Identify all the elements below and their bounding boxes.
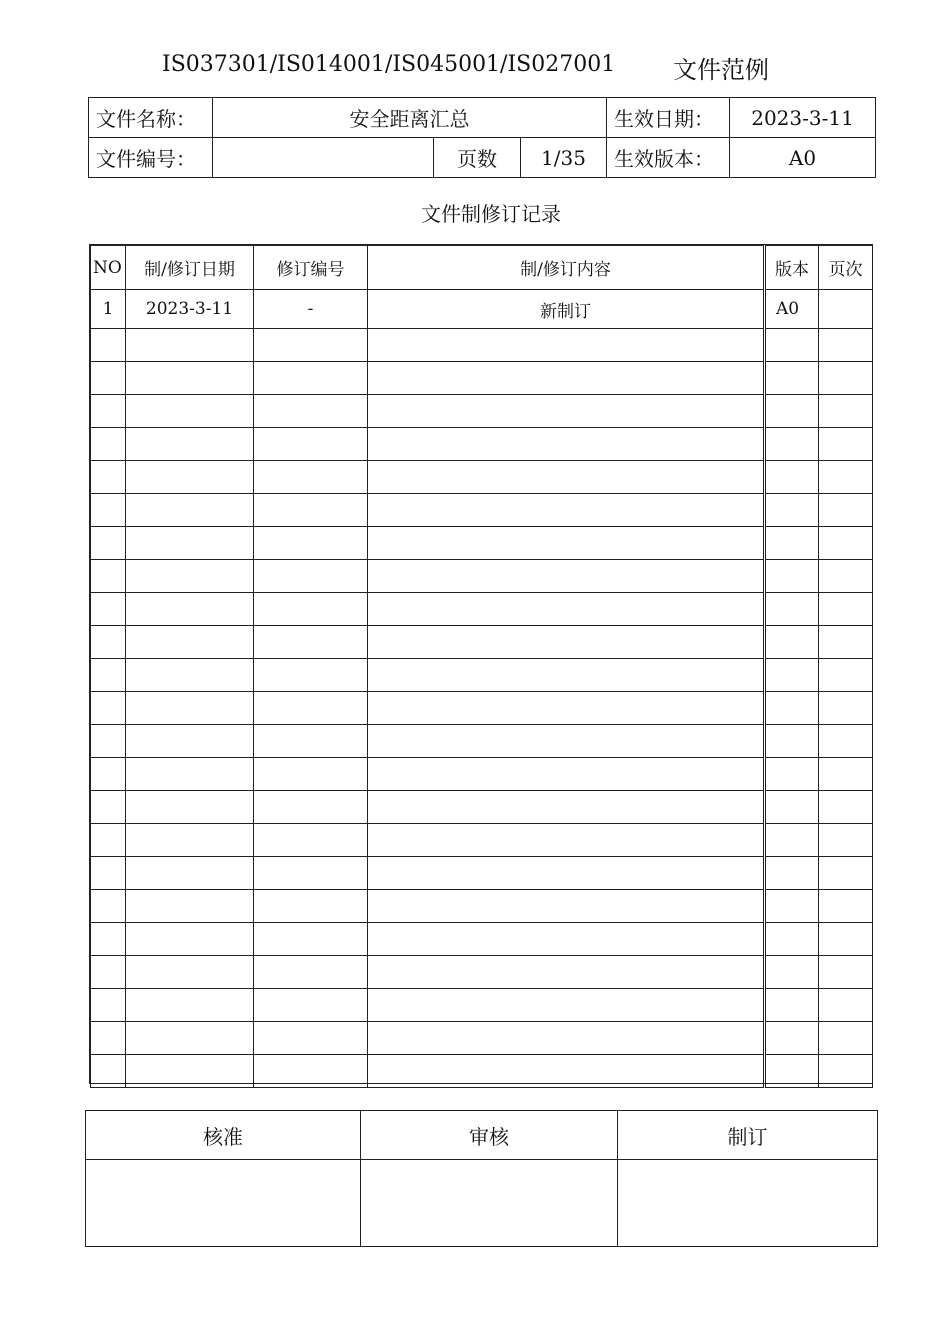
cell-page xyxy=(819,362,873,395)
cell-no xyxy=(91,692,126,725)
revision-record-table xyxy=(90,245,873,1088)
cell-revision-number xyxy=(254,890,368,923)
cell-date xyxy=(126,362,254,395)
cell-no xyxy=(91,791,126,824)
table-row xyxy=(91,857,873,890)
cell-date xyxy=(126,626,254,659)
cell-version xyxy=(765,824,819,857)
cell-content xyxy=(368,461,765,494)
cell-date xyxy=(126,989,254,1022)
cell-version xyxy=(765,461,819,494)
column-header-page: 页次 xyxy=(819,246,873,290)
cell-version xyxy=(765,923,819,956)
column-header-revision-number: 修订编号 xyxy=(254,246,368,290)
cell-date xyxy=(126,1055,254,1088)
effective-version-label: 生效版本： xyxy=(607,138,730,178)
cell-date xyxy=(126,560,254,593)
table-row xyxy=(91,758,873,791)
cell-page xyxy=(819,290,873,329)
standards-title: IS037301/IS014001/IS045001/IS027001 xyxy=(162,52,616,77)
cell-version xyxy=(765,362,819,395)
cell-version xyxy=(765,395,819,428)
prepare-signature-cell xyxy=(618,1160,878,1247)
table-row xyxy=(91,923,873,956)
table-row xyxy=(91,527,873,560)
revision-record-frame xyxy=(89,244,873,1084)
cell-revision-number xyxy=(254,857,368,890)
cell-content xyxy=(368,527,765,560)
cell-no xyxy=(91,626,126,659)
cell-page xyxy=(819,857,873,890)
pages-value: 1/35 xyxy=(521,138,607,178)
cell-no xyxy=(91,428,126,461)
cell-revision-number xyxy=(254,362,368,395)
cell-no xyxy=(91,329,126,362)
table-row xyxy=(91,989,873,1022)
cell-date xyxy=(126,395,254,428)
cell-content xyxy=(368,758,765,791)
cell-no xyxy=(91,857,126,890)
cell-revision-number xyxy=(254,329,368,362)
cell-version xyxy=(765,725,819,758)
effective-date-value: 2023-3-11 xyxy=(730,98,876,138)
column-header-no: NO xyxy=(91,246,126,290)
cell-page xyxy=(819,395,873,428)
cell-content xyxy=(368,791,765,824)
cell-date xyxy=(126,692,254,725)
table-row xyxy=(91,692,873,725)
cell-page xyxy=(819,659,873,692)
cell-version xyxy=(765,560,819,593)
cell-content xyxy=(368,725,765,758)
cell-no xyxy=(91,527,126,560)
cell-no xyxy=(91,890,126,923)
cell-page xyxy=(819,428,873,461)
cell-revision-number xyxy=(254,923,368,956)
table-row xyxy=(91,659,873,692)
cell-no xyxy=(91,362,126,395)
revision-header-row xyxy=(91,246,873,290)
cell-revision-number xyxy=(254,428,368,461)
cell-page xyxy=(819,626,873,659)
cell-revision-number xyxy=(254,956,368,989)
table-row xyxy=(91,956,873,989)
cell-page xyxy=(819,560,873,593)
cell-date: 2023-3-11 xyxy=(126,290,254,329)
cell-content xyxy=(368,1022,765,1055)
cell-page xyxy=(819,725,873,758)
table-row xyxy=(91,890,873,923)
cell-date xyxy=(126,329,254,362)
cell-page xyxy=(819,890,873,923)
cell-page xyxy=(819,494,873,527)
cell-revision-number xyxy=(254,758,368,791)
cell-page xyxy=(819,956,873,989)
cell-no xyxy=(91,395,126,428)
cell-version xyxy=(765,890,819,923)
cell-date xyxy=(126,1022,254,1055)
cell-revision-number xyxy=(254,1022,368,1055)
table-row xyxy=(91,428,873,461)
cell-version xyxy=(765,956,819,989)
cell-date xyxy=(126,593,254,626)
cell-content xyxy=(368,395,765,428)
doc-name-value: 安全距离汇总 xyxy=(213,98,607,138)
cell-version: A0 xyxy=(765,290,819,329)
document-header xyxy=(0,50,950,84)
cell-revision-number xyxy=(254,692,368,725)
pages-label: 页数 xyxy=(434,138,521,178)
cell-no xyxy=(91,989,126,1022)
cell-no xyxy=(91,956,126,989)
document-info-table xyxy=(88,97,876,178)
cell-revision-number xyxy=(254,494,368,527)
cell-content xyxy=(368,626,765,659)
cell-no xyxy=(91,923,126,956)
review-header: 审核 xyxy=(361,1111,618,1160)
cell-date xyxy=(126,461,254,494)
table-row xyxy=(91,593,873,626)
cell-date xyxy=(126,428,254,461)
example-label: 文件范例 xyxy=(673,56,769,84)
cell-page xyxy=(819,758,873,791)
cell-content xyxy=(368,593,765,626)
table-row xyxy=(91,1022,873,1055)
cell-date xyxy=(126,857,254,890)
cell-revision-number xyxy=(254,725,368,758)
table-row xyxy=(91,626,873,659)
cell-version xyxy=(765,659,819,692)
cell-date xyxy=(126,758,254,791)
cell-content xyxy=(368,890,765,923)
cell-revision-number xyxy=(254,824,368,857)
cell-page xyxy=(819,461,873,494)
cell-revision-number xyxy=(254,560,368,593)
cell-no: 1 xyxy=(91,290,126,329)
table-row xyxy=(91,329,873,362)
cell-page xyxy=(819,527,873,560)
cell-revision-number xyxy=(254,659,368,692)
cell-version xyxy=(765,692,819,725)
cell-no xyxy=(91,560,126,593)
cell-page xyxy=(819,1055,873,1088)
cell-no xyxy=(91,461,126,494)
cell-page xyxy=(819,593,873,626)
cell-date xyxy=(126,824,254,857)
revision-record-title: 文件制修订记录 xyxy=(421,202,561,226)
doc-number-value xyxy=(213,138,434,178)
cell-page xyxy=(819,989,873,1022)
cell-content xyxy=(368,989,765,1022)
cell-version xyxy=(765,527,819,560)
cell-version xyxy=(765,428,819,461)
cell-page xyxy=(819,923,873,956)
cell-revision-number xyxy=(254,461,368,494)
approve-signature-cell xyxy=(86,1160,361,1247)
effective-date-label: 生效日期： xyxy=(607,98,730,138)
cell-no xyxy=(91,1022,126,1055)
cell-content xyxy=(368,329,765,362)
cell-content xyxy=(368,659,765,692)
cell-revision-number xyxy=(254,626,368,659)
cell-revision-number xyxy=(254,527,368,560)
cell-content xyxy=(368,428,765,461)
cell-page xyxy=(819,791,873,824)
cell-content xyxy=(368,956,765,989)
table-row xyxy=(91,461,873,494)
cell-no xyxy=(91,758,126,791)
cell-revision-number xyxy=(254,1055,368,1088)
table-row xyxy=(91,290,873,329)
table-row xyxy=(91,560,873,593)
cell-date xyxy=(126,890,254,923)
doc-number-label: 文件编号： xyxy=(89,138,213,178)
cell-version xyxy=(765,329,819,362)
table-row xyxy=(91,1055,873,1088)
column-header-version: 版本 xyxy=(765,246,819,290)
cell-revision-number: - xyxy=(254,290,368,329)
cell-version xyxy=(765,989,819,1022)
cell-version xyxy=(765,758,819,791)
cell-content xyxy=(368,857,765,890)
cell-no xyxy=(91,1055,126,1088)
table-row xyxy=(91,395,873,428)
cell-version xyxy=(765,1022,819,1055)
cell-no xyxy=(91,593,126,626)
cell-date xyxy=(126,494,254,527)
prepare-header: 制订 xyxy=(618,1111,878,1160)
cell-page xyxy=(819,329,873,362)
cell-page xyxy=(819,824,873,857)
cell-content xyxy=(368,923,765,956)
cell-date xyxy=(126,956,254,989)
cell-version xyxy=(765,1055,819,1088)
cell-date xyxy=(126,923,254,956)
signoff-table xyxy=(85,1110,878,1247)
cell-content xyxy=(368,560,765,593)
approve-header: 核准 xyxy=(86,1111,361,1160)
cell-date xyxy=(126,527,254,560)
cell-revision-number xyxy=(254,593,368,626)
cell-revision-number xyxy=(254,989,368,1022)
table-row xyxy=(91,824,873,857)
cell-content xyxy=(368,824,765,857)
cell-content xyxy=(368,494,765,527)
cell-content: 新制订 xyxy=(368,290,765,329)
cell-version xyxy=(765,791,819,824)
cell-content xyxy=(368,1055,765,1088)
doc-name-label: 文件名称： xyxy=(89,98,213,138)
cell-version xyxy=(765,593,819,626)
table-row xyxy=(91,362,873,395)
cell-page xyxy=(819,1022,873,1055)
cell-version xyxy=(765,494,819,527)
column-header-date: 制/修订日期 xyxy=(126,246,254,290)
cell-revision-number xyxy=(254,791,368,824)
cell-content xyxy=(368,362,765,395)
cell-no xyxy=(91,824,126,857)
cell-revision-number xyxy=(254,395,368,428)
table-row xyxy=(91,494,873,527)
column-header-content: 制/修订内容 xyxy=(368,246,765,290)
cell-no xyxy=(91,659,126,692)
cell-date xyxy=(126,659,254,692)
table-row xyxy=(91,791,873,824)
cell-date xyxy=(126,791,254,824)
review-signature-cell xyxy=(361,1160,618,1247)
cell-content xyxy=(368,692,765,725)
cell-date xyxy=(126,725,254,758)
cell-no xyxy=(91,494,126,527)
cell-no xyxy=(91,725,126,758)
effective-version-value: A0 xyxy=(730,138,876,178)
table-row xyxy=(91,725,873,758)
cell-page xyxy=(819,692,873,725)
cell-version xyxy=(765,857,819,890)
cell-version xyxy=(765,626,819,659)
